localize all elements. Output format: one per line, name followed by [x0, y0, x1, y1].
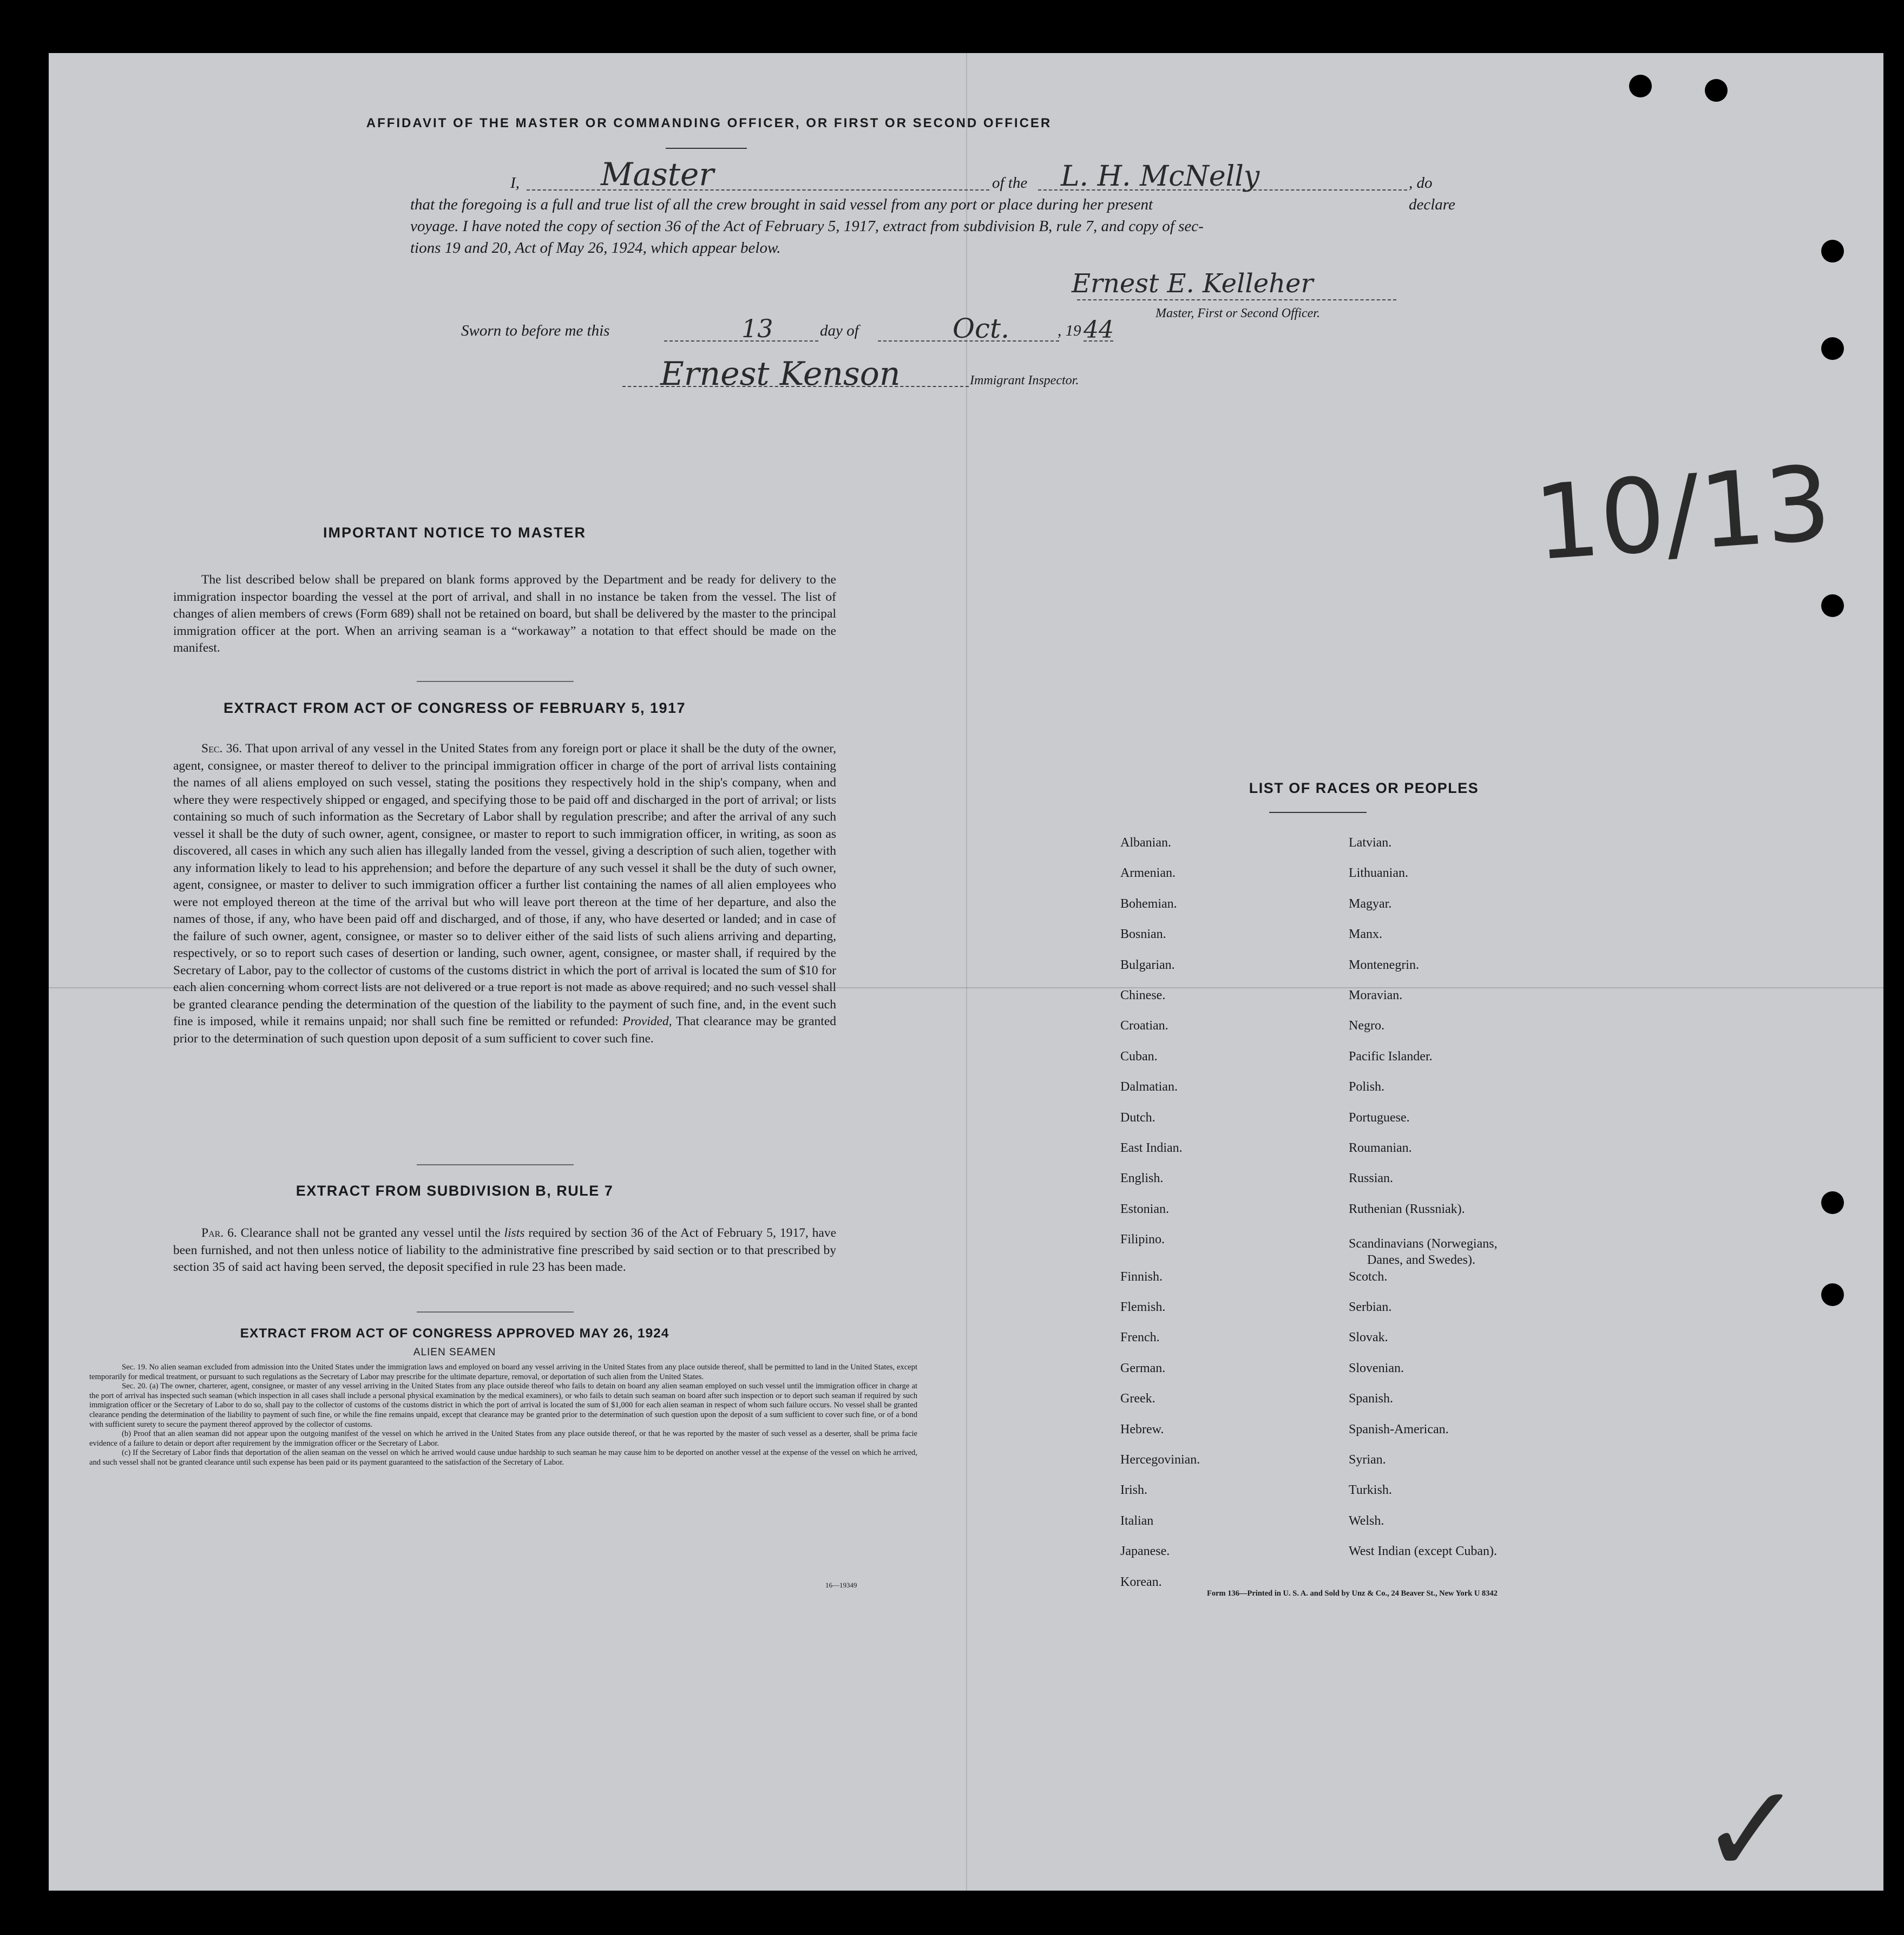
race-item: Cuban. — [1120, 1049, 1158, 1064]
race-item: Armenian. — [1120, 866, 1176, 881]
punch-hole — [1821, 594, 1844, 617]
extract-1917-text — [173, 740, 836, 1047]
race-item: English. — [1120, 1171, 1164, 1186]
affidavit-line-3: tions 19 and 20, Act of May 26, 1924, which appear below. — [410, 239, 781, 257]
race-item: Scandinavians (Norwegians, — [1349, 1237, 1498, 1251]
race-item: Greek. — [1120, 1392, 1155, 1406]
divider — [417, 1164, 574, 1165]
sec-19-text: Sec. 19. No alien seaman excluded from admission into the United States under the immigration laws and employed on board any vessel arriving in the United States from any place outside thereof, shall be permitted to land in the United States, except temporarily for medical treatment, or pursuant to such regulations as the Secretary of Labor may prescribe for the ultimate departure, removal, or deportation of such alien from the United States. — [89, 1363, 917, 1381]
race-item: Bohemian. — [1120, 896, 1177, 911]
race-item: Hercegovinian. — [1120, 1453, 1200, 1467]
name-line — [527, 189, 989, 191]
race-item: Spanish. — [1349, 1392, 1394, 1406]
fold-line — [966, 53, 967, 1891]
race-item: Hebrew. — [1120, 1422, 1164, 1437]
year-prefix: , 19 — [1058, 322, 1081, 339]
race-item: Moravian. — [1349, 988, 1403, 1002]
extract-1917-body — [173, 740, 836, 1047]
race-item: Negro. — [1349, 1019, 1384, 1033]
punch-hole — [1821, 337, 1844, 360]
notice-body — [173, 572, 836, 657]
race-item: Finnish. — [1120, 1269, 1163, 1284]
sworn-line — [461, 322, 1165, 346]
inspector-caption: Immigrant Inspector. — [970, 373, 1079, 388]
divider — [666, 148, 747, 149]
handwritten-master: Master — [601, 156, 714, 193]
rule-7-text-b: required by section 36 of the Act of February 5, 1917, have been furnished, and not then unless notice of liability to the administrative fine prescribed by said section or to that prescribed by section 35 of said act having been served, the deposit specified in rule 23 has been made. — [173, 1226, 837, 1274]
handwritten-vessel: L. H. McNelly — [1061, 160, 1260, 193]
race-item: Roumanian. — [1349, 1141, 1412, 1155]
race-item: Danes, and Swedes). — [1367, 1253, 1475, 1268]
race-item: Pacific Islander. — [1349, 1049, 1433, 1064]
race-item: Estonian. — [1120, 1202, 1169, 1216]
race-item: Ruthenian (Russniak). — [1349, 1202, 1465, 1216]
punch-hole — [1629, 75, 1652, 97]
rule-7-title: EXTRACT FROM SUBDIVISION B, RULE 7 — [296, 1183, 614, 1199]
race-item: Latvian. — [1349, 836, 1392, 850]
extract-1924-body — [89, 1363, 917, 1468]
sec-20b-text: (b) Proof that an alien seaman did not appear upon the outgoing manifest of the vessel on which he arrived in the United States from any place outside thereof, or that he was reported by the master of such vessel as a deserter, shall be prima facie evidence of a failure to detain or deport after requirement by the immigration officer or the Secretary of Labor. — [89, 1429, 917, 1448]
race-item: Lithuanian. — [1349, 866, 1408, 881]
rule-7-text — [173, 1225, 836, 1276]
provided-text: Provided, — [622, 1014, 672, 1028]
handwritten-date-mark: 10/13 — [1530, 443, 1835, 583]
race-item: Syrian. — [1349, 1453, 1386, 1467]
handwritten-day: 13 — [741, 314, 773, 343]
race-item: West Indian (except Cuban). — [1349, 1544, 1497, 1559]
race-item: Turkish. — [1349, 1483, 1392, 1498]
master-signature-line — [1077, 299, 1396, 300]
par-6-label: Par. 6. — [201, 1226, 237, 1240]
inspector-signature: Ernest Kenson — [660, 355, 901, 393]
affidavit-i: I, — [510, 174, 520, 192]
race-item: Spanish-American. — [1349, 1422, 1449, 1437]
race-item: Bosnian. — [1120, 927, 1166, 942]
alien-seamen-subtitle: ALIEN SEAMEN — [413, 1347, 496, 1358]
race-item: Italian — [1120, 1513, 1154, 1528]
notice-title: IMPORTANT NOTICE TO MASTER — [323, 524, 586, 541]
handwritten-month: Oct. — [953, 313, 1009, 344]
race-item: Serbian. — [1349, 1300, 1392, 1314]
sec-36-label: Sec. 36. — [201, 742, 242, 756]
race-item: Croatian. — [1120, 1019, 1168, 1033]
rule-7-text-a: Clearance shall not be granted any vessel until the — [240, 1226, 501, 1240]
race-item: Albanian. — [1120, 836, 1171, 850]
form-code: 16—19349 — [825, 1581, 857, 1589]
race-item: Dutch. — [1120, 1110, 1155, 1125]
sec-20c-text: (c) If the Secretary of Labor finds that deportation of the alien seaman on the vessel on which he arrived would cause undue hardship to such seaman he may cause him to be deported on another vessel at the expense of the vessel on which he arrived, and such vessel shall not be granted clearance until such expense has been paid or its payment guaranteed to the satisfaction of the Secretary of Labor. — [89, 1448, 917, 1467]
extract-1924-title: EXTRACT FROM ACT OF CONGRESS APPROVED MAY 26, 1924 — [240, 1326, 669, 1341]
race-item: Filipino. — [1120, 1232, 1165, 1247]
race-item: Slovenian. — [1349, 1361, 1404, 1375]
race-item: Slovak. — [1349, 1330, 1388, 1345]
affidavit-body — [410, 172, 1482, 259]
race-item: Irish. — [1120, 1483, 1147, 1498]
divider — [417, 681, 574, 682]
race-item: Flemish. — [1120, 1300, 1166, 1314]
affidavit-line-1: that the foregoing is a full and true list of all the crew brought in said vessel from any port or place during her present — [410, 196, 1153, 213]
handwritten-year: 44 — [1084, 316, 1114, 344]
affidavit-line-2: voyage. I have noted the copy of section 36 of the Act of February 5, 1917, extract from subdivision B, rule 7, and copy of sec- — [410, 218, 1204, 235]
form-page — [49, 53, 1883, 1891]
race-item: French. — [1120, 1330, 1160, 1345]
lists-word: lists — [504, 1226, 525, 1240]
race-item: Scotch. — [1349, 1269, 1388, 1284]
punch-hole — [1705, 79, 1728, 102]
race-item: German. — [1120, 1361, 1166, 1375]
punch-hole — [1821, 1191, 1844, 1214]
race-item: Welsh. — [1349, 1513, 1384, 1528]
punch-hole — [1821, 1283, 1844, 1306]
race-item: Dalmatian. — [1120, 1080, 1178, 1094]
inspector-signature-line — [622, 386, 969, 387]
race-item: Magyar. — [1349, 896, 1392, 911]
race-item: Polish. — [1349, 1080, 1385, 1094]
rule-7-body — [173, 1225, 836, 1276]
sec-20a-text: Sec. 20. (a) The owner, charterer, agent, consignee, or master of any vessel arriving in the United States from any place outside thereof who fails to detain on board any alien seaman employed on such vessel until the immigration officer in charge at the port of arrival has inspected such seaman (which inspection in all cases shall include a personal physical examination by the medical examiners), or who fails to detain such seaman on board after such inspection or to deport such seaman if required by such immigration officer or the Secretary of Labor to do so, shall pay to the collector of customs of the customs district in which the port of arrival is located the sum of $1,000 for each alien seaman in respect of whom such failure occurs. No vessel shall be granted clearance pending the determination of the liability to payment of such fine, or while the fine remains unpaid, except that clearance may be granted prior to the determination of such question upon the deposit of a sum sufficient to cover such fine, or of a bond with sufficient surety to secure the payment thereof approved by the collector of customs. — [89, 1382, 917, 1429]
race-item: Japanese. — [1120, 1544, 1170, 1559]
races-title: LIST OF RACES OR PEOPLES — [1249, 780, 1479, 796]
day-of-label: day of — [820, 322, 859, 339]
race-item: Montenegrin. — [1349, 957, 1419, 972]
punch-hole — [1821, 240, 1844, 263]
notice-text: The list described below shall be prepared on blank forms approved by the Department and be ready for delivery to the immigration inspector boarding the vessel at the port of arrival, and shall in no instance be taken from the vessel. The list of changes of alien members of crews (Form 689) shall not be retained on board, but shall be delivered by the master to the principal immigration officer at the port. When an arriving seaman is a “workaway” a notation to that effect should be made on the manifest. — [173, 573, 836, 655]
affidavit-do-declare: , do declare — [1409, 174, 1455, 213]
extract-1917-title: EXTRACT FROM ACT OF CONGRESS OF FEBRUARY 5, 1917 — [223, 700, 686, 716]
divider — [1269, 812, 1367, 813]
check-mark: ✓ — [1699, 1758, 1804, 1891]
race-item: Chinese. — [1120, 988, 1166, 1002]
affidavit-of-the: of the — [992, 174, 1028, 192]
master-caption: Master, First or Second Officer. — [1155, 306, 1320, 320]
sec-36-end: That clearance may be granted prior to the determination of such question upon deposit of a sum sufficient to cover such fine. — [173, 1014, 837, 1046]
race-item: Korean. — [1120, 1575, 1162, 1589]
race-item: Manx. — [1349, 927, 1382, 942]
sworn-label: Sworn to before me this — [461, 322, 610, 339]
sec-36-text: That upon arrival of any vessel in the United States from any foreign port or place it shall be the duty of the owner, agent, consignee, or master thereof to deliver to the principal immigration officer in charge of the port of arrival lists containing the names of all aliens employed on such vessel, stating the positions they respectively hold in the ship's company, when and where they were respectively shipped or engaged, and specifying those to be paid off and discharged in the port of arrival; or lists containing so much of such information as the Secretary of Labor shall by regulation prescribe; and after the arrival of any such vessel it shall be the duty of such owner, agent, consignee, or master to report to such immigration officer, in writing, as soon as discovered, all cases in which any such alien has illegally landed from the vessel, giving a description of such alien, together with any information likely to lead to his apprehension; and before the departure of any such vessel it shall be the duty of such owner, agent, consignee, or master to deliver to such immigration officer a further list containing the names of all alien employees who were not employed thereon at the time of the arrival but who will leave port thereon at the time of her departure, and also the names of those, if any, who have been paid off and discharged, and of those, if any, who have deserted or landed; and in case of the failure of such owner, agent, consignee, or master so to deliver either of the said lists of such aliens arriving and departing, respectively, or so to report such cases of desertion or landing, such owner, agent, consignee, or master shall, if required by the Secretary of Labor, pay to the collector of customs of the customs district in which the port of arrival is located the sum of $10 for each alien concerning whom correct lists are not delivered or a true report is not made as above required; and no such vessel shall be granted clearance pending the determination of the question of the liability to the payment of such fine, and, in the event such fine is imposed, while it remains unpaid; nor shall such fine be remitted or refunded: — [173, 742, 837, 1028]
printer-footer: Form 136—Printed in U. S. A. and Sold by Unz & Co., 24 Beaver St., New York U 8342 — [1207, 1589, 1498, 1598]
affidavit-title: AFFIDAVIT OF THE MASTER OR COMMANDING OFFICER, OR FIRST OR SECOND OFFICER — [366, 116, 1052, 130]
race-item: Russian. — [1349, 1171, 1394, 1186]
race-item: Bulgarian. — [1120, 957, 1175, 972]
master-signature: Ernest E. Kelleher — [1072, 268, 1314, 299]
race-item: East Indian. — [1120, 1141, 1183, 1155]
divider — [417, 1311, 574, 1313]
race-item: Portuguese. — [1349, 1110, 1410, 1125]
